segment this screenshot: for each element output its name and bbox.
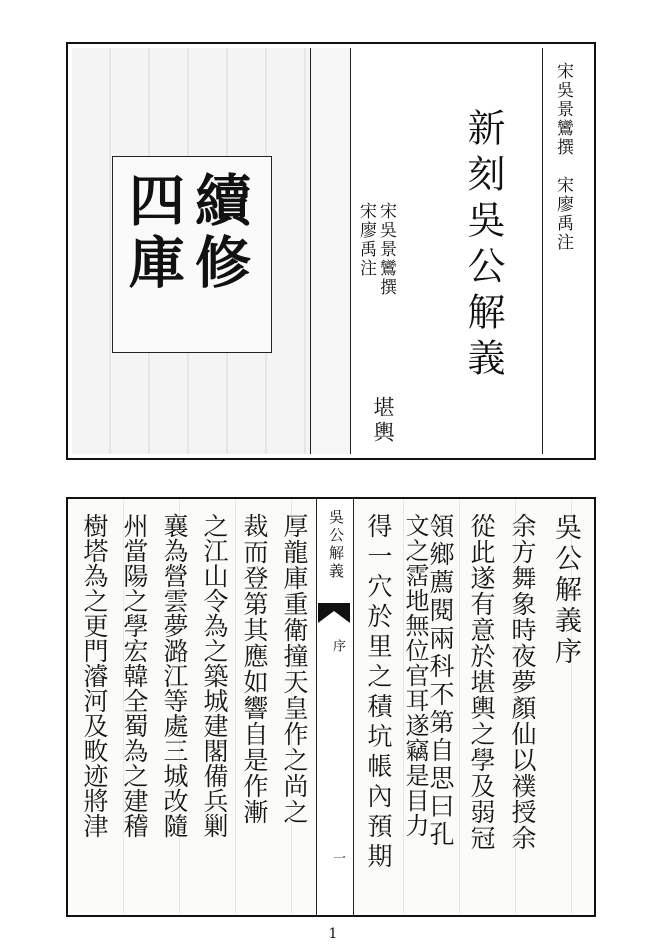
- cover-category: 堪輿: [371, 396, 395, 446]
- seal-stamp: [112, 156, 272, 353]
- cover-divider: [350, 48, 351, 454]
- text-column: 襄為營雲夢潞江等處三城改隨: [160, 513, 189, 838]
- cover-divider: [310, 48, 311, 454]
- cover-authors-top: 宋吳景鸞撰 宋廖禹注: [553, 62, 573, 252]
- text-column: 裁而登第其應如響自是作漸: [240, 513, 269, 825]
- cover-divider: [542, 48, 543, 454]
- text-column: 文之霑地無位官耳遂竊是目力: [401, 513, 429, 838]
- seal-text-left: 四庫: [120, 171, 186, 295]
- text-column: 領鄉薦閱兩科不第自思曰孔: [426, 513, 455, 849]
- preface-heading: 吳公解義序: [550, 513, 581, 668]
- text-panel: [66, 497, 596, 917]
- spine-page: 一: [330, 851, 345, 864]
- cover-middle-strip: [310, 48, 350, 454]
- fishtail-mark: [318, 603, 350, 623]
- text-column: 州當陽之學宏韓全蜀為之建稽: [120, 513, 149, 838]
- cover-panel: [66, 42, 596, 460]
- page-number: 1: [328, 926, 338, 942]
- text-column: 厚龍庫重衛撞天皇作之尚之: [280, 513, 309, 825]
- spine-title: 吳公解義: [327, 509, 345, 581]
- cover-authors-inner-right: 宋吳景鸞撰: [376, 202, 396, 297]
- text-column: 得一穴於里之積坑帳內預期: [364, 513, 393, 873]
- seal-text-right: 續修: [186, 171, 252, 295]
- text-column: 樹塔為之更門濬河及畋迹將津: [80, 513, 109, 838]
- text-column: 余方舞象時夜夢顏仙以襆授余: [508, 513, 537, 851]
- text-column: 從此遂有意於堪輿之學及弱冠: [467, 513, 496, 851]
- cover-title: 新刻吳公解義: [461, 108, 505, 384]
- text-column: 之江山令為之築城建閣備兵剿: [200, 513, 229, 838]
- spine: [316, 499, 354, 915]
- cover-authors-inner-left: 宋廖禹注: [356, 202, 376, 278]
- spine-section: 序: [330, 639, 345, 652]
